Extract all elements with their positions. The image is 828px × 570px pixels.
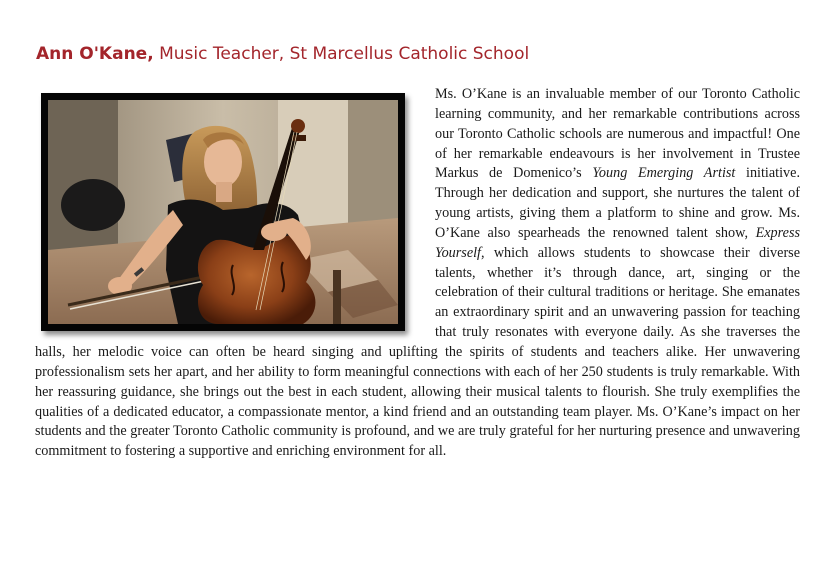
body-text-2: initiative. Through her dedication and support, she nurtures the talent of young artists, giving them a platform to shine and grow. Ms. O’Kane also spearheads the renowned talent show, [435,165,800,241]
profile-article [35,85,800,462]
program-express-yourself: Express Yourself [435,224,800,261]
cello-player-image [48,100,398,324]
teacher-role: Music Teacher, St Marcellus Catholic School [153,44,530,64]
program-young-emerging-artist: Young Emerging Artist [592,165,736,182]
page-heading [36,44,529,64]
teacher-photo [41,93,405,331]
body-text-3: , which allows students to showcase their diverse talents, whether it’s through dance, art, singing or the celebration of their cultural traditions or heritage. She emanates an extraordinary spirit and an unwavering passion for teaching that truly resonates with everyone daily. As she traverses the halls, her melodic voice can often be heard singing and uplifting the spirits of students and teachers alike. Her unwavering professionalism sets her apart, and her ability to form meaningful connections with each of her 250 students is truly remarkable. With her reassuring guidance, she brings out the best in each student, allowing their musical talents to flourish. She truly exemplifies the qualities of a dedicated educator, a compassionate mentor, a kind friend and an outstanding team player. Ms. O’Kane’s impact on her students and the greater Toronto Catholic community is profound, and we are truly grateful for her nurturing presence and unwavering commitment to fostering a supportive and enriching environment for all. [35,244,800,460]
teacher-name: Ann O'Kane, [36,44,154,64]
body-text-1: Ms. O’Kane is an invaluable member of our Toronto Catholic learning community, and her remarkable contributions across our Toronto Catholic schools are numerous and impactful! One of her remarkable endeavours is her involvement in Trustee Markus de Domenico’s [435,86,800,182]
